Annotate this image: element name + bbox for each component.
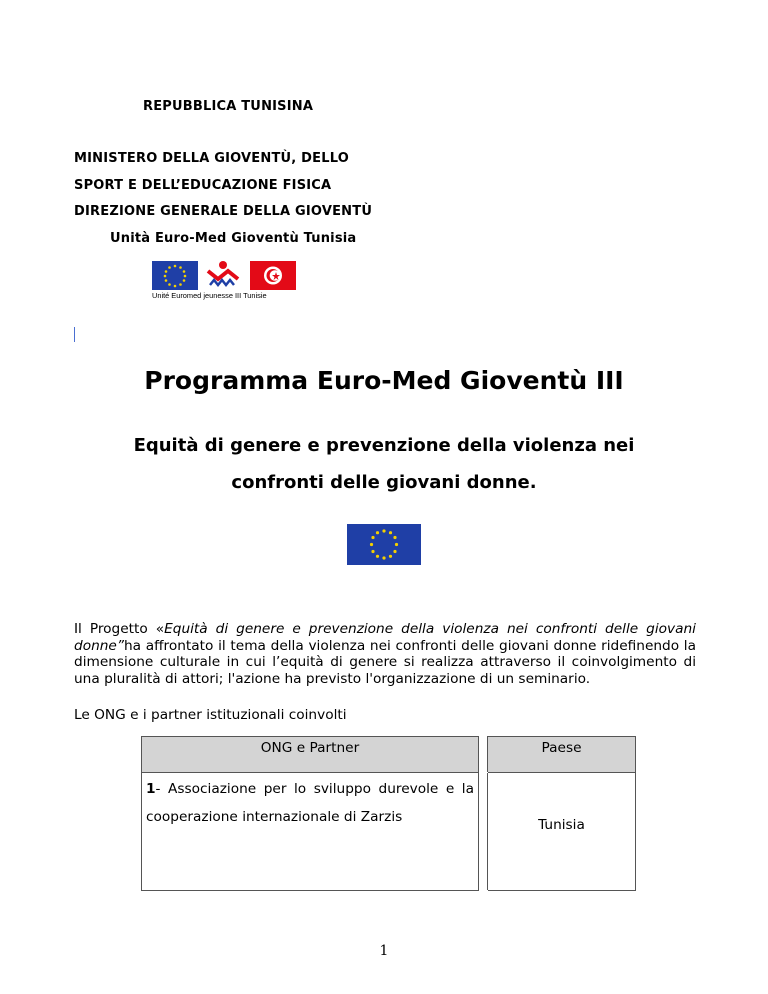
subtitle-line-2: confronti delle giovani donne. — [231, 472, 537, 493]
table-header-row — [142, 737, 636, 773]
direction-heading: DIREZIONE GENERALE DELLA GIOVENTÙ — [74, 204, 373, 219]
ong-table — [141, 736, 636, 891]
column-header-ong: ONG e Partner — [142, 737, 479, 773]
page-subtitle — [0, 427, 768, 501]
ong-name-cell — [142, 773, 479, 891]
logo-caption: Unité Euromed jeunesse III Tunisie — [152, 291, 267, 300]
row-number: 1 — [146, 781, 156, 797]
ministry-line-2: SPORT E DELL’EDUCAZIONE FISICA — [74, 178, 332, 193]
ministry-line-1: MINISTERO DELLA GIOVENTÙ, DELLO — [74, 151, 349, 166]
eu-flag-graphic — [347, 524, 421, 565]
page-number: 1 — [379, 943, 389, 959]
unit-heading: Unità Euro-Med Gioventù Tunisia — [110, 231, 357, 246]
table-row — [142, 773, 636, 891]
euromed-logo — [152, 259, 296, 301]
intro-paragraph — [74, 621, 696, 687]
republic-heading: REPUBBLICA TUNISINA — [143, 99, 314, 114]
ong-label: Le ONG e i partner istituzionali coinvolti — [74, 707, 347, 723]
column-header-paese: Paese — [488, 737, 636, 773]
ong-name: - Associazione per lo sviluppo durevole e la cooperazione internazionale di Zarzis — [146, 781, 474, 825]
page-title: Programma Euro-Med Gioventù III — [144, 366, 624, 395]
table-gap — [479, 737, 488, 773]
country-cell: Tunisia — [488, 773, 636, 891]
subtitle-line-1: Equità di genere e prevenzione della violenza nei — [133, 435, 635, 456]
intro-body: ha affrontato il tema della violenza nei confronti delle giovani donne ridefinendo la dimensione culturale in cui l’equità di genere si realizza attraverso il coinvolgimento di una pluralità di attori; l'azione ha previsto l'organizzazione di un seminario. — [74, 637, 696, 687]
text-cursor — [74, 327, 75, 342]
eu-flag-image — [347, 524, 421, 565]
intro-prefix: Il Progetto « — [74, 621, 165, 637]
table-gap — [479, 773, 488, 891]
project-title-italic: Equità di genere e prevenzione della violenza nei confronti delle giovani donne” — [74, 621, 696, 654]
